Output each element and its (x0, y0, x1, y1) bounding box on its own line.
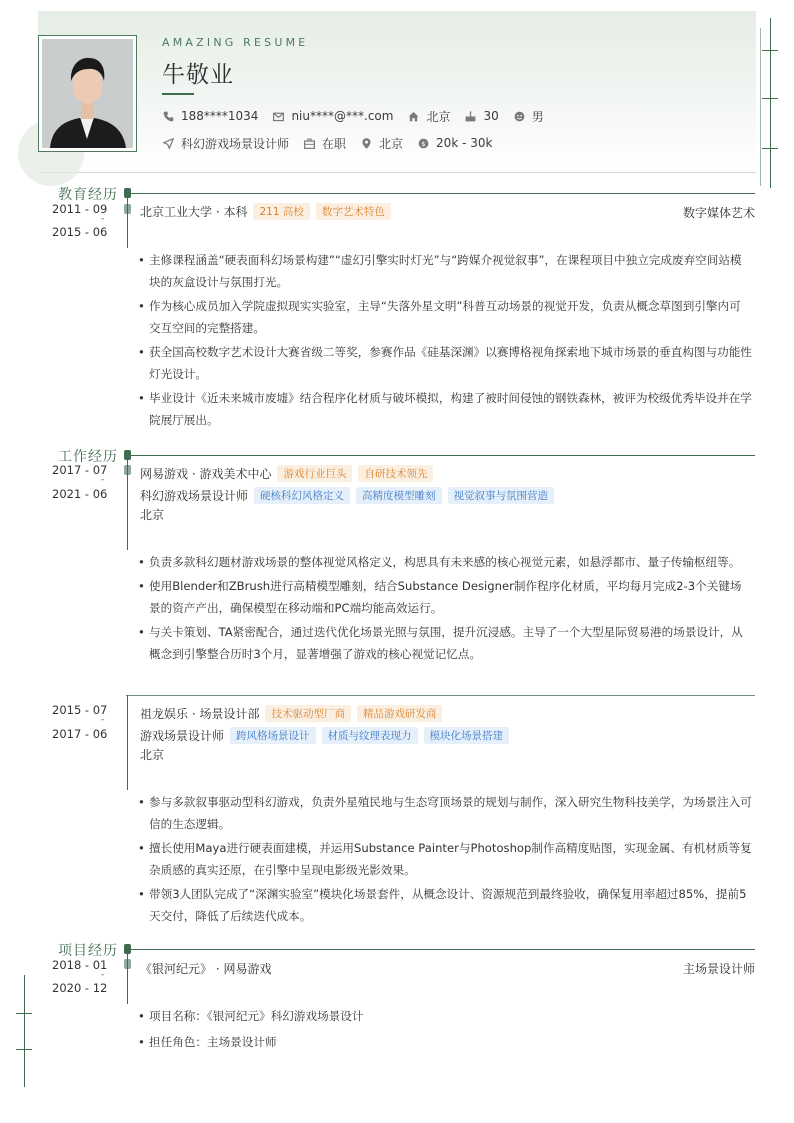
mail-icon (272, 110, 285, 123)
work2-bullets (138, 791, 752, 929)
skill-tag: 跨风格场景设计 (230, 727, 316, 744)
entry-divider (126, 695, 755, 696)
project-role: 主场景设计师 (682, 962, 755, 976)
decor-tick (762, 98, 778, 99)
salary-text: 20k - 30k (436, 136, 493, 150)
work2-city: 北京 (140, 748, 165, 762)
skill-tag: 材质与纹理表现力 (322, 727, 418, 744)
list-item: • 项目名称：《银河纪元》科幻游戏场景设计 (138, 1005, 752, 1027)
intention-row (162, 135, 506, 151)
section-divider (126, 193, 755, 194)
list-item: • 擅长使用Maya进行硬表面建模，并运用Substance Painter与Photoshop制作高精度贴图，实现金属、有机材质等复杂质感的真实还原，在引擎中呈现电影级光影效果。 (138, 837, 752, 881)
avatar (38, 35, 137, 152)
decor-line (770, 18, 771, 188)
work2-end-date: 2017 - 06 (52, 727, 108, 741)
timeline-stem (127, 460, 128, 550)
school-name: 北京工业大学 · 本科 (140, 205, 248, 219)
work1-end-date: 2021 - 06 (52, 487, 108, 501)
timeline-stem (127, 954, 128, 1004)
section-divider (126, 455, 755, 456)
email-text: niu****@***.com (291, 109, 394, 123)
company-tag: 游戏行业巨头 (277, 465, 352, 482)
timeline-stem (127, 198, 128, 248)
project-start-date: 2018 - 01 (52, 958, 108, 972)
home-text: 北京 (426, 109, 451, 124)
cake-icon (464, 110, 477, 123)
list-item: • 带领3人团队完成了“深渊实验室”模块化场景套件，从概念设计、资源规范到最终验收，确保复用率超过85%，提前5天交付，降低了后续迭代成本。 (138, 883, 752, 927)
skill-tag: 硬核科幻风格定义 (254, 487, 350, 504)
section-title-education: 教育经历 (58, 187, 118, 203)
intention-status (303, 135, 346, 152)
contact-age (464, 109, 498, 123)
age-text: 30 (483, 109, 499, 123)
company-name: 网易游戏 · 游戏美术中心 (140, 467, 272, 481)
skill-tag: 视觉叙事与氛围营造 (448, 487, 555, 504)
section-divider (126, 949, 755, 950)
briefcase-icon (303, 137, 316, 150)
intention-role (162, 135, 289, 152)
city-text: 北京 (379, 136, 404, 151)
intention-city (360, 135, 403, 152)
timeline-node (124, 450, 131, 460)
intention-salary (417, 136, 492, 150)
work1-title-line (140, 487, 554, 504)
project-end-date: 2020 - 12 (52, 981, 108, 995)
company-tag: 技术驱动型厂商 (265, 705, 351, 722)
timeline-node (124, 188, 131, 198)
contact-home (407, 108, 450, 125)
edu-date-dash: - (101, 214, 105, 224)
skill-tag: 模块化场景搭建 (424, 727, 510, 744)
decor-line (760, 28, 761, 186)
list-item: • 获全国高校数字艺术设计大赛省级二等奖，参赛作品《硅基深渊》以赛博格视角探索地下城市场景的垂直构图与功能性灯光设计。 (138, 341, 752, 385)
timeline-node (124, 944, 131, 954)
decor-tick (762, 50, 778, 51)
location-icon (360, 137, 373, 150)
timeline-stem (127, 695, 128, 790)
list-item: • 使用Blender和ZBrush进行高精模型雕刻，结合Substance Designer制作程序化材质，平均每月完成2-3个关键场景的资产产出，确保模型在移动端和PC端均能高效运行。 (138, 575, 752, 619)
work2-date-dash: - (101, 715, 105, 725)
list-item: • 负责多款科幻题材游戏场景的整体视觉风格定义，构思具有未来感的核心视觉元素，如悬浮都市、量子传输枢纽等。 (138, 551, 752, 573)
list-item: • 担任角色：主场景设计师 (138, 1031, 752, 1053)
decor-line (24, 975, 25, 1087)
company-name: 祖龙娱乐 · 场景设计部 (140, 707, 260, 721)
work1-company-line (140, 465, 433, 482)
phone-icon (162, 110, 175, 123)
project-name: 《银河纪元》 · 网易游戏 (140, 962, 272, 976)
edu-end-date: 2015 - 06 (52, 225, 108, 239)
send-icon (162, 137, 175, 150)
list-item: • 主修课程涵盖“硬表面科幻场景构建”“虚幻引擎实时灯光”与“跨媒介视觉叙事”，在课程项目中独立完成废弃空间站模块的灰盒设计与氛围打光。 (138, 249, 752, 293)
gender-text: 男 (531, 109, 544, 124)
list-item: • 作为核心成员加入学院虚拟现实实验室，主导“失落外星文明”科普互动场景的视觉开发，负责从概念草图到引擎内可交互空间的完整搭建。 (138, 295, 752, 339)
work2-title-line (140, 727, 509, 744)
home-icon (407, 110, 420, 123)
list-item: • 与关卡策划、TA紧密配合，通过迭代优化场景光照与氛围，提升沉浸感。主导了一个大型星际贸易港的场景设计，从概念到引擎整合历时3个月，显著增强了游戏的核心视觉记忆点。 (138, 621, 752, 665)
list-item: • 参与多款叙事驱动型科幻游戏，负责外星殖民地与生态穹顶场景的规划与制作，深入研究生物科技美学，为场景注入可信的生态逻辑。 (138, 791, 752, 835)
work1-city: 北京 (140, 508, 165, 522)
edu-start-date: 2011 - 09 (52, 202, 108, 216)
portrait-image (42, 39, 133, 148)
decor-tick (16, 1013, 32, 1014)
job-title: 科幻游戏场景设计师 (140, 489, 249, 503)
project-date-dash: - (101, 970, 105, 980)
company-tag: 自研技术领先 (358, 465, 433, 482)
contact-row (162, 108, 558, 124)
name-underline (162, 93, 194, 95)
contact-phone (162, 109, 258, 123)
candidate-name: 牛敬业 (162, 62, 234, 88)
work1-bullets (138, 551, 752, 667)
work2-company-line (140, 705, 442, 722)
role-text: 科幻游戏场景设计师 (181, 136, 290, 151)
school-tag: 211 高校 (253, 203, 309, 220)
work1-start-date: 2017 - 07 (52, 463, 108, 477)
status-text: 在职 (322, 136, 347, 151)
skill-tag: 高精度模型雕刻 (356, 487, 442, 504)
gender-icon (513, 110, 526, 123)
company-tag: 精品游戏研发商 (357, 705, 443, 722)
edu-major: 数字媒体艺术 (682, 206, 755, 220)
contact-gender (513, 108, 544, 125)
contact-email (272, 109, 393, 123)
money-icon (417, 137, 430, 150)
school-tag: 数字艺术特色 (316, 203, 391, 220)
edu-bullets (138, 249, 752, 433)
section-title-work: 工作经历 (58, 449, 118, 465)
work2-start-date: 2015 - 07 (52, 703, 108, 717)
list-item: • 毕业设计《近未来城市废墟》结合程序化材质与破坏模拟，构建了被时间侵蚀的钢铁森林，被评为校级优秀毕设并在学院展厅展出。 (138, 387, 752, 431)
edu-school-line (140, 203, 391, 220)
svg-text:$: $ (421, 139, 426, 148)
phone-text: 188****1034 (181, 109, 259, 123)
work1-date-dash: - (101, 475, 105, 485)
resume-eyebrow: AMAZING RESUME (162, 36, 309, 49)
decor-tick (762, 148, 778, 149)
project-bullets (138, 1005, 752, 1055)
section-title-project: 项目经历 (58, 943, 118, 959)
decor-tick (16, 1049, 32, 1050)
job-title: 游戏场景设计师 (140, 729, 225, 743)
